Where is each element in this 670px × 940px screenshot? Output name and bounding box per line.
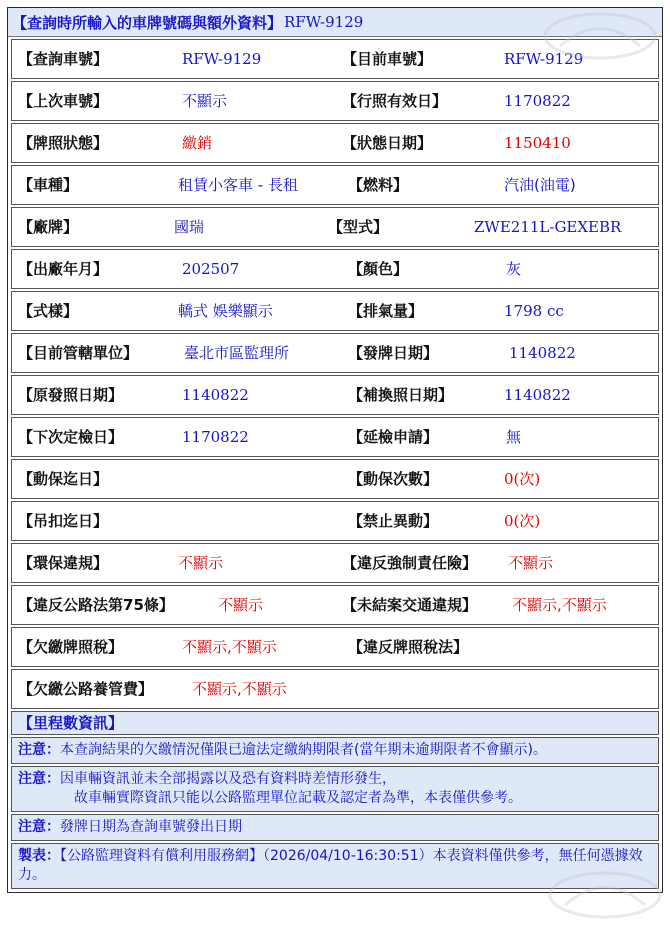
query-plate-value: RFW-9129 (182, 50, 262, 68)
brand-label: 【廠牌】 (18, 218, 79, 236)
next-inspection-label: 【下次定檢日】 (18, 428, 124, 446)
brand-value: 國瑞 (174, 218, 205, 236)
fuel-value: 汽油(油電) (504, 176, 576, 194)
reissue-date-label: 【補換照日期】 (348, 386, 454, 404)
status-date-label: 【狀態日期】 (342, 134, 433, 152)
note-overdue-text: 本查詢結果的欠繳情況僅限已逾法定繳納期限者(當年期未逾期限者不會顯示)。 (60, 742, 547, 758)
chattel-mortgage-end-label: 【動保迄日】 (18, 470, 109, 488)
mandatory-insurance-value: 不顯示 (508, 554, 554, 572)
license-valid-date-value: 1170822 (504, 92, 571, 110)
info-row-brand (11, 207, 659, 247)
unpaid-license-tax-value: 不顯示,不顯示 (182, 638, 277, 656)
displacement-value: 1798 cc (504, 302, 564, 320)
body-style-value: 轎式 娛樂顯示 (178, 302, 273, 320)
manufacture-date-value: 202507 (182, 260, 240, 278)
suspension-end-label: 【吊扣迄日】 (18, 512, 109, 530)
note-issue-date (11, 814, 659, 841)
vehicle-type-label: 【車種】 (18, 176, 79, 194)
original-license-date-value: 1140822 (182, 386, 249, 404)
vehicle-type-value: 租賃小客車 - 長租 (178, 176, 298, 194)
info-row-highway-act (11, 585, 659, 625)
note-generated-by-text: 【公路監理資料有償利用服務網】（2026/04/10-16:30:51）本表資料僅供參考，無任何憑據效力。 (18, 848, 643, 883)
displacement-label: 【排氣量】 (348, 302, 424, 320)
status-date-value: 1150410 (504, 134, 571, 152)
note-issue-date-label: 注意： (18, 819, 60, 835)
info-row-next-inspection (11, 417, 659, 457)
query-header-plate: RFW-9129 (284, 13, 364, 31)
license-tax-violation-label: 【違反牌照稅法】 (348, 638, 469, 656)
info-row-jurisdiction (11, 333, 659, 373)
watermark-logo-bottom-icon (545, 865, 665, 925)
issue-date-label: 【發牌日期】 (348, 344, 439, 362)
watermark-logo-bottom (545, 865, 665, 925)
license-valid-date-label: 【行照有效日】 (342, 92, 448, 110)
note-overdue-label: 注意： (18, 742, 60, 758)
model-value: ZWE211L-GEXEBR (474, 218, 622, 236)
info-row-original-license-date (11, 375, 659, 415)
current-plate-label: 【目前車號】 (342, 50, 433, 68)
inspection-extension-label: 【延檢申請】 (348, 428, 439, 446)
unpaid-road-fee-value: 不顯示,不顯示 (192, 680, 287, 698)
info-row-manufacture-date (11, 249, 659, 289)
previous-plate-label: 【上次車號】 (18, 92, 109, 110)
note-disclosure-line2: 故車輛實際資訊只能以公路監理單位記載及認定者為準，本表僅供參考。 (74, 790, 522, 806)
previous-plate-value: 不顯示 (182, 92, 228, 110)
highway-act-label: 【違反公路法第75條】 (18, 596, 174, 614)
info-row-environmental (11, 543, 659, 583)
note-issue-date-text: 發牌日期為查詢車號發出日期 (60, 819, 242, 835)
environmental-violation-label: 【環保違規】 (18, 554, 109, 572)
info-row-road-maintenance-fee (11, 669, 659, 709)
manufacture-date-label: 【出廠年月】 (18, 260, 109, 278)
unpaid-road-fee-label: 【欠繳公路養管費】 (18, 680, 154, 698)
original-license-date-label: 【原發照日期】 (18, 386, 124, 404)
jurisdiction-label: 【目前管轄單位】 (18, 344, 139, 362)
reissue-date-value: 1140822 (504, 386, 571, 404)
fuel-label: 【燃料】 (348, 176, 409, 194)
note-disclosure-label: 注意： (18, 771, 60, 787)
plate-status-label: 【牌照狀態】 (18, 134, 109, 152)
color-label: 【顏色】 (348, 260, 409, 278)
mileage-info-section (11, 711, 659, 735)
pending-violation-label: 【未結案交通違規】 (342, 596, 478, 614)
mileage-info-label: 【里程數資訊】 (18, 714, 124, 732)
info-row-plate-status (11, 123, 659, 163)
info-row-chattel-mortgage (11, 459, 659, 499)
body-style-label: 【式樣】 (18, 302, 79, 320)
color-value: 灰 (506, 260, 522, 278)
watermark-logo-top-icon (540, 6, 660, 66)
note-disclosure (11, 766, 659, 812)
chattel-mortgage-count-label: 【動保次數】 (348, 470, 439, 488)
chattel-mortgage-count-value: 0(次) (504, 470, 541, 488)
mandatory-insurance-label: 【違反強制責任險】 (342, 554, 478, 572)
highway-act-value: 不顯示 (218, 596, 264, 614)
info-row-previous-plate (11, 81, 659, 121)
transfer-ban-label: 【禁止異動】 (348, 512, 439, 530)
note-overdue (11, 737, 659, 764)
pending-violation-value: 不顯示,不顯示 (512, 596, 607, 614)
model-label: 【型式】 (328, 218, 389, 236)
inspection-extension-value: 無 (506, 428, 522, 446)
info-row-body-style (11, 291, 659, 331)
note-generated-by-label: 製表： (18, 848, 60, 864)
info-row-license-tax (11, 627, 659, 667)
vehicle-info-table (7, 7, 663, 893)
info-row-vehicle-type (11, 165, 659, 205)
info-row-suspension (11, 501, 659, 541)
note-disclosure-line1: 因車輛資訊並未全部揭露以及恐有資料時差情形發生， (60, 771, 396, 787)
watermark-logo-top (540, 6, 660, 66)
unpaid-license-tax-label: 【欠繳牌照稅】 (18, 638, 124, 656)
plate-status-value: 繳銷 (182, 134, 213, 152)
transfer-ban-value: 0(次) (504, 512, 541, 530)
next-inspection-value: 1170822 (182, 428, 249, 446)
environmental-violation-value: 不顯示 (178, 554, 224, 572)
issue-date-value: 1140822 (509, 344, 576, 362)
query-plate-label: 【查詢車號】 (18, 50, 109, 68)
current-plate-value: RFW-9129 (504, 50, 584, 68)
jurisdiction-value: 臺北市區監理所 (184, 344, 290, 362)
query-header-label: 【查詢時所輸入的車牌號碼與額外資料】 (12, 13, 283, 32)
